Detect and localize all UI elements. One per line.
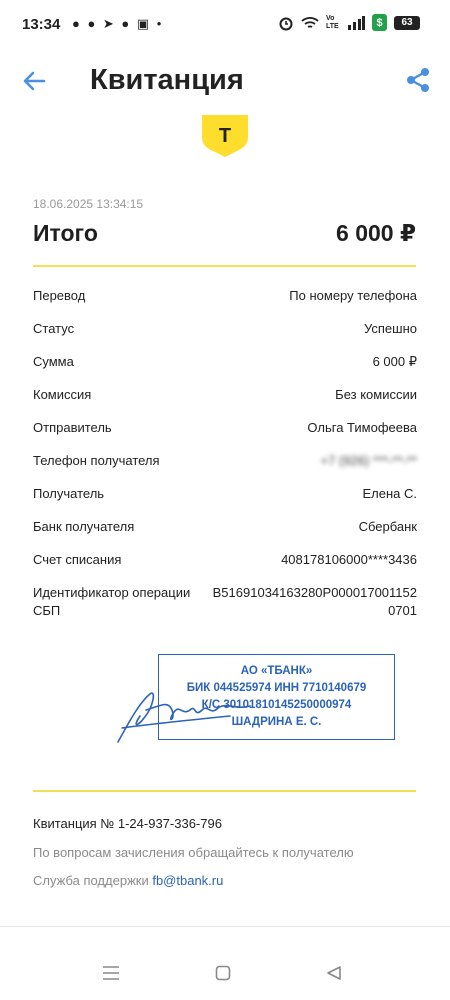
detail-value-redacted: +7 (926) ***-**-** bbox=[320, 453, 417, 468]
signature-image bbox=[110, 680, 260, 750]
battery-icon: 63 bbox=[394, 16, 420, 30]
divider bbox=[33, 265, 416, 267]
stamp-line: БИК 044525974 ИНН 7710140679 bbox=[186, 682, 367, 694]
detail-label: Банк получателя bbox=[33, 519, 135, 534]
detail-label: Перевод bbox=[33, 288, 86, 303]
tbank-logo bbox=[201, 114, 249, 158]
detail-row-transfer bbox=[33, 288, 417, 321]
detail-label: Телефон получателя bbox=[33, 453, 160, 468]
divider bbox=[33, 790, 416, 792]
square-icon bbox=[215, 965, 231, 981]
recents-button[interactable] bbox=[97, 959, 125, 987]
support-email-link[interactable]: fb@tbank.ru bbox=[152, 873, 224, 888]
notification-icons: ● ● ➤ ● ▣ • bbox=[72, 16, 164, 31]
system-icons bbox=[278, 14, 420, 31]
signal-icon bbox=[347, 16, 365, 30]
detail-label: Идентификатор операции СБП bbox=[33, 585, 191, 618]
detail-value: 6 000 ₽ bbox=[372, 354, 417, 369]
app-header bbox=[0, 56, 450, 108]
status-time: 13:34 bbox=[22, 16, 61, 33]
support-label: Служба поддержки bbox=[33, 873, 149, 888]
detail-value: Без комиссии bbox=[335, 387, 417, 402]
detail-value: B51691034163280P0000170011520701 bbox=[212, 585, 417, 618]
network-label: Vo LTE bbox=[326, 14, 339, 30]
detail-label: Статус bbox=[33, 321, 75, 336]
detail-row-status bbox=[33, 321, 417, 354]
transaction-datetime: 18.06.2025 13:34:15 bbox=[33, 197, 144, 211]
detail-row-recipient bbox=[33, 486, 417, 519]
detail-row-debit-account bbox=[33, 552, 417, 585]
stamp-line: АО «ТБАНК» bbox=[240, 665, 313, 677]
detail-label: Счет списания bbox=[33, 552, 122, 567]
stamp-line: ШАДРИНА Е. С. bbox=[231, 716, 322, 728]
detail-row-sender bbox=[33, 420, 417, 453]
detail-row-recipient-bank bbox=[33, 519, 417, 552]
detail-label: Сумма bbox=[33, 354, 74, 369]
arrow-left-icon bbox=[20, 66, 50, 96]
recipient-note: По вопросам зачисления обращайтесь к получателю bbox=[33, 845, 354, 860]
status-bar bbox=[0, 0, 450, 50]
back-nav-button[interactable] bbox=[320, 959, 348, 987]
detail-label: Получатель bbox=[33, 486, 105, 501]
detail-row-sbp-id bbox=[33, 584, 417, 620]
back-button[interactable] bbox=[20, 66, 50, 96]
wifi-icon bbox=[301, 16, 319, 30]
support-line bbox=[33, 873, 223, 888]
detail-value: Елена С. bbox=[362, 486, 417, 501]
receipt-details bbox=[33, 288, 417, 620]
menu-lines-icon bbox=[102, 965, 120, 981]
detail-value: Успешно bbox=[364, 321, 417, 336]
bank-stamp-area bbox=[110, 652, 400, 752]
detail-value: По номеру телефона bbox=[289, 288, 417, 303]
share-icon bbox=[404, 66, 432, 94]
stamp-line: К/С 30101810145250000974 bbox=[201, 699, 352, 711]
detail-value: Сбербанк bbox=[358, 519, 417, 534]
logo-letter: Т bbox=[218, 125, 232, 147]
receipt-number: Квитанция № 1-24-937-336-796 bbox=[33, 816, 222, 831]
detail-value: 408178106000****3436 bbox=[281, 552, 417, 567]
nav-divider bbox=[0, 926, 450, 927]
detail-row-recipient-phone bbox=[33, 453, 417, 486]
detail-value: Ольга Тимофеева bbox=[307, 420, 417, 435]
alarm-icon bbox=[278, 15, 294, 31]
triangle-back-icon bbox=[326, 965, 342, 981]
total-label: Итого bbox=[33, 220, 98, 246]
share-button[interactable] bbox=[404, 66, 432, 94]
detail-label: Комиссия bbox=[33, 387, 92, 402]
security-shield-icon: $ bbox=[372, 14, 387, 31]
page-title: Квитанция bbox=[90, 64, 244, 96]
detail-row-commission bbox=[33, 387, 417, 420]
detail-row-amount bbox=[33, 354, 417, 387]
home-button[interactable] bbox=[209, 959, 237, 987]
system-nav-bar bbox=[0, 955, 450, 989]
detail-label: Отправитель bbox=[33, 420, 112, 435]
total-amount: 6 000 ₽ bbox=[336, 220, 416, 246]
